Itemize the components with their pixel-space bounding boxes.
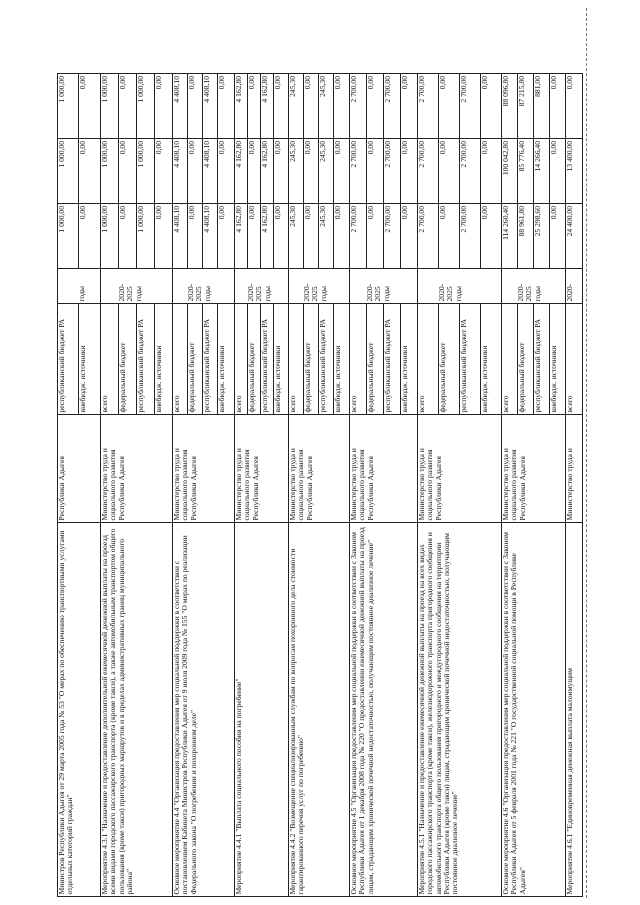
executor-cell: Министерство труда и социального развития Республики Адыгея	[350, 415, 418, 523]
amount-value: 85 776,40	[518, 139, 534, 203]
value-cell-year-2	[101, 139, 173, 204]
period-cell	[101, 269, 173, 304]
funding-source: федеральный бюджет	[119, 304, 137, 414]
funding-source: внебюдж. источники	[217, 345, 226, 413]
funding-source-cell	[58, 304, 101, 415]
amount-value: 1 000,00	[58, 74, 79, 138]
amount-value: 0,00	[333, 76, 342, 90]
period-text: 2020-2025 годы	[302, 283, 328, 302]
period-text: 2020-2025 годы	[516, 283, 542, 302]
amount-value: 0,00	[400, 206, 409, 220]
period-text: годы	[77, 286, 86, 302]
amount-value: 87 215,80	[518, 74, 534, 138]
amount-value: 0,00	[367, 204, 384, 268]
page-boundary-line	[586, 8, 587, 898]
value-cell-year-3	[235, 74, 289, 139]
executor-cell: Министерство труда и	[566, 415, 583, 523]
amount-value: 2 700,00	[384, 139, 401, 203]
funding-source: всего	[350, 304, 367, 414]
funding-source: внебюдж. источники	[273, 345, 282, 413]
amount-value: 4 162,80	[261, 139, 274, 203]
value-cell-year-1	[173, 204, 235, 269]
table-row	[58, 74, 101, 897]
value-cell-year-3	[58, 74, 101, 139]
value-cell-year-2	[235, 139, 289, 204]
funding-source-cell	[101, 304, 173, 415]
amount-value: 0,00	[273, 206, 282, 220]
table-row	[101, 74, 173, 897]
executor-cell: Министерство труда и социального развития Республики Адыгея	[101, 415, 173, 523]
amount-value: 0,00	[273, 141, 282, 155]
funding-source: республиканский бюджет РА	[203, 304, 218, 414]
amount-value: 1 000,00	[58, 204, 79, 268]
value-cell-year-2	[58, 139, 101, 204]
funding-source: всего	[565, 395, 574, 413]
amount-value: 0,00	[480, 141, 489, 155]
funding-source-cell	[350, 304, 418, 415]
funding-source: федеральный бюджет	[518, 304, 534, 414]
funding-source: внебюдж. источники	[400, 345, 409, 413]
amount-value: 0,00	[480, 206, 489, 220]
table-row	[566, 74, 583, 897]
funding-source: республиканский бюджет РА	[58, 304, 79, 414]
amount-value: 0,00	[565, 76, 574, 90]
value-cell-year-3	[101, 74, 173, 139]
amount-value: 4 408,10	[173, 204, 188, 268]
amount-value: 881,00	[534, 74, 550, 138]
amount-value: 0,00	[439, 139, 460, 203]
amount-value: 1 000,00	[101, 204, 119, 268]
amount-value: 0,00	[217, 206, 226, 220]
funding-source: внебюдж. источники	[549, 345, 558, 413]
measure-name-cell: Министров Республики Адыгея от 29 марта 2005 года № 53 "О мерах по обеспечению транспортными услугами отдельных категорий граждан"	[58, 523, 101, 897]
value-cell-year-1	[101, 204, 173, 269]
amount-value: 245,30	[319, 139, 334, 203]
funding-source: республиканский бюджет РА	[137, 304, 155, 414]
executor-cell: Республики Адыгея	[58, 415, 101, 523]
value-cell-year-2	[289, 139, 350, 204]
amount-value: 0,00	[154, 141, 163, 155]
funding-source: внебюдж. источники	[154, 345, 163, 413]
value-cell-year-1	[350, 204, 418, 269]
amount-value: 0,00	[119, 204, 137, 268]
amount-value: 0,00	[273, 76, 282, 90]
funding-source-cell	[173, 304, 235, 415]
amount-value: 0,00	[304, 74, 319, 138]
funding-source: республиканский бюджет РА	[460, 304, 481, 414]
measure-name-cell: Основное мероприятие 4.5 "Организация предоставления мер социальной поддержки в соответствии с Законом Республики Адыгея от 1 декабря 2008 года № 220 "О предоставлении ежемесячной денежной выплаты на проезд лицам, страдающим хронической почечной недостаточностью, получающим постоянное диализное лечение"	[350, 523, 418, 897]
period-cell	[502, 269, 566, 304]
value-cell-year-3	[418, 74, 502, 139]
amount-value: 4 408,10	[203, 74, 218, 138]
program-table	[57, 73, 583, 897]
amount-value: 0,00	[304, 139, 319, 203]
amount-value: 0,00	[119, 74, 137, 138]
amount-value: 114 260,40	[502, 204, 518, 268]
funding-source: республиканский бюджет РА	[384, 304, 401, 414]
funding-source: республиканский бюджет РА	[534, 304, 550, 414]
table-row	[173, 74, 235, 897]
period-cell	[235, 269, 289, 304]
period-cell	[418, 269, 502, 304]
funding-source: всего	[101, 304, 119, 414]
amount-value: 0,00	[333, 141, 342, 155]
amount-value: 0,00	[78, 76, 87, 90]
amount-value: 0,00	[367, 74, 384, 138]
measure-name-cell: Основное мероприятие 4.4 "Организация предоставления мер социальной поддержки в соответствии с постановлением Кабинета Министров Республики Адыгея от 9 июля 2009 года № 155 "О мерах по реализации Федерального закона "О погребении и похоронном деле"	[173, 523, 235, 897]
funding-source: федеральный бюджет	[248, 304, 261, 414]
funding-source: всего	[502, 304, 518, 414]
amount-value: 2 700,00	[460, 204, 481, 268]
period-text: 2020-2025 годы	[365, 283, 391, 302]
amount-value: 100 042,80	[502, 139, 518, 203]
amount-value: 0,00	[439, 74, 460, 138]
executor-cell: Министерство труда и социального развития Республики Адыгея	[173, 415, 235, 523]
table-row	[289, 74, 350, 897]
value-cell-year-2	[418, 139, 502, 204]
funding-source-cell	[566, 304, 583, 415]
amount-value: 0,00	[217, 141, 226, 155]
value-cell-year-1	[58, 204, 101, 269]
amount-value: 2 700,00	[460, 139, 481, 203]
amount-value: 1 000,00	[101, 139, 119, 203]
funding-source: всего	[418, 304, 439, 414]
amount-value: 1 000,00	[101, 74, 119, 138]
funding-source: всего	[173, 304, 188, 414]
funding-source-cell	[235, 304, 289, 415]
amount-value: 2 700,00	[418, 74, 439, 138]
amount-value: 0,00	[400, 76, 409, 90]
amount-value: 88 961,80	[518, 204, 534, 268]
amount-value: 4 408,10	[203, 139, 218, 203]
measure-name-cell: Мероприятие 4.4.2 "Возмещение специализированным службам по вопросам похоронного дела стоимости гарантированного перечня услуг по погребению"	[289, 523, 350, 897]
amount-value: 0,00	[248, 74, 261, 138]
funding-source-cell	[502, 304, 566, 415]
amount-value: 2 700,00	[350, 74, 367, 138]
value-cell-year-1	[289, 204, 350, 269]
amount-value: 25 298,60	[534, 204, 550, 268]
table-row	[418, 74, 502, 897]
value-cell-year-1	[235, 204, 289, 269]
value-cell-year-2	[350, 139, 418, 204]
period-text: 2020-	[565, 283, 574, 302]
measure-name-cell: Мероприятие 4.6.1 "Единовременная денежная выплата малоимущим	[566, 523, 583, 897]
amount-value: 0,00	[217, 76, 226, 90]
amount-value: 2 700,00	[418, 204, 439, 268]
amount-value: 0,00	[188, 204, 203, 268]
funding-source: внебюдж. источники	[78, 345, 87, 413]
amount-value: 4 408,10	[173, 139, 188, 203]
amount-value: 245,30	[289, 74, 304, 138]
value-cell-year-2	[502, 139, 566, 204]
amount-value: 245,30	[319, 74, 334, 138]
amount-value: 245,30	[319, 204, 334, 268]
amount-value: 0,00	[333, 206, 342, 220]
value-cell-year-3	[566, 74, 583, 139]
funding-source: всего	[235, 304, 248, 414]
amount-value: 245,30	[289, 204, 304, 268]
period-text: 2020-2025 годы	[186, 283, 212, 302]
amount-value: 1 000,00	[137, 204, 155, 268]
amount-value: 4 162,80	[235, 139, 248, 203]
amount-value: 0,00	[439, 204, 460, 268]
value-cell-year-1	[418, 204, 502, 269]
amount-value: 14 266,40	[534, 139, 550, 203]
amount-value: 0,00	[549, 141, 558, 155]
amount-value: 4 162,80	[261, 204, 274, 268]
amount-value: 88 096,80	[502, 74, 518, 138]
amount-value: 0,00	[304, 204, 319, 268]
executor-cell: Министерство труда и социального развития Республики Адыгея	[418, 415, 502, 523]
value-cell-year-3	[173, 74, 235, 139]
amount-value: 13 400,00	[565, 141, 574, 172]
value-cell-year-2	[173, 139, 235, 204]
amount-value: 2 700,00	[384, 204, 401, 268]
funding-source: внебюдж. источники	[480, 345, 489, 413]
period-text: 2020-2025 годы	[117, 283, 143, 302]
amount-value: 0,00	[549, 76, 558, 90]
amount-value: 0,00	[480, 76, 489, 90]
amount-value: 4 162,80	[235, 204, 248, 268]
funding-source: всего	[289, 304, 304, 414]
period-cell	[289, 269, 350, 304]
table-row	[235, 74, 289, 897]
amount-value: 4 408,10	[203, 204, 218, 268]
funding-source: федеральный бюджет	[188, 304, 203, 414]
measure-name-cell: Мероприятие 4.5.1 "Назначение и предоставление ежемесячной денежной выплаты на проезд на всех видах городского пассажирского транспорта (кроме такси), железнодорожного транспорта пригородного сообщения и автомобильного транспорта общего пользования пригородного и междугородного сообщения на территории Республики Адыгея (кроме такси) лицам, страдающим хронической почечной недостаточностью, получающим постоянное диализное лечение"	[418, 523, 502, 897]
amount-value: 4 162,80	[261, 74, 274, 138]
amount-value: 0,00	[188, 139, 203, 203]
period-cell	[350, 269, 418, 304]
amount-value: 0,00	[248, 204, 261, 268]
measure-name-cell: Основное мероприятие 4.6 "Организация предоставления мер социальной поддержки в соответствии с Законом Республики Адыгея от 5 февраля 2001 года № 221 "О государственной социальной помощи в Республике Адыгея"	[502, 523, 566, 897]
executor-cell: Министерство труда и социального развития Республики Адыгея	[502, 415, 566, 523]
period-cell	[566, 269, 583, 304]
amount-value: 2 700,00	[350, 204, 367, 268]
amount-value: 0,00	[400, 141, 409, 155]
amount-value: 1 000,00	[137, 139, 155, 203]
funding-source-cell	[289, 304, 350, 415]
period-cell	[58, 269, 101, 304]
amount-value: 24 400,00	[565, 206, 574, 237]
funding-source: республиканский бюджет РА	[319, 304, 334, 414]
amount-value: 245,30	[289, 139, 304, 203]
amount-value: 2 700,00	[418, 139, 439, 203]
period-text: 2020-2025 годы	[246, 283, 272, 302]
value-cell-year-3	[350, 74, 418, 139]
amount-value: 0,00	[78, 141, 87, 155]
period-text: 2020-2025 годы	[437, 283, 463, 302]
amount-value: 0,00	[78, 206, 87, 220]
amount-value: 4 162,80	[235, 74, 248, 138]
amount-value: 0,00	[367, 139, 384, 203]
period-cell	[173, 269, 235, 304]
table-row	[350, 74, 418, 897]
funding-source: федеральный бюджет	[304, 304, 319, 414]
amount-value: 2 700,00	[384, 74, 401, 138]
amount-value: 0,00	[549, 206, 558, 220]
measure-name-cell: Мероприятие 4.4.1 "Выплата социального пособия на погребение"	[235, 523, 289, 897]
value-cell-year-2	[566, 139, 583, 204]
amount-value: 2 700,00	[350, 139, 367, 203]
amount-value: 0,00	[154, 206, 163, 220]
funding-source: внебюдж. источники	[333, 345, 342, 413]
amount-value: 1 000,00	[137, 74, 155, 138]
amount-value: 2 700,00	[460, 74, 481, 138]
funding-source: федеральный бюджет	[367, 304, 384, 414]
value-cell-year-1	[566, 204, 583, 269]
value-cell-year-3	[289, 74, 350, 139]
amount-value: 0,00	[154, 76, 163, 90]
amount-value: 0,00	[119, 139, 137, 203]
value-cell-year-3	[502, 74, 566, 139]
funding-source-cell	[418, 304, 502, 415]
amount-value: 0,00	[248, 139, 261, 203]
measure-name-cell: Мероприятие 4.3.1 "Назначение и предоставление дополнительной ежемесячной денежной выплаты на проезд всеми видами городского пассажирского транспорта (кроме такси), а также автомобильным транспортом общего пользования (кроме такси) пригородных маршрутов и в пределах административных границ муниципального района"	[101, 523, 173, 897]
amount-value: 1 000,00	[58, 139, 79, 203]
table-row	[502, 74, 566, 897]
amount-value: 0,00	[188, 74, 203, 138]
funding-source: федеральный бюджет	[439, 304, 460, 414]
value-cell-year-1	[502, 204, 566, 269]
amount-value: 4 408,10	[173, 74, 188, 138]
executor-cell: Министерство труда и социального развития Республики Адыгея	[289, 415, 350, 523]
funding-source: республиканский бюджет РА	[261, 304, 274, 414]
executor-cell: Министерство труда и социального развития Республики Адыгея	[235, 415, 289, 523]
